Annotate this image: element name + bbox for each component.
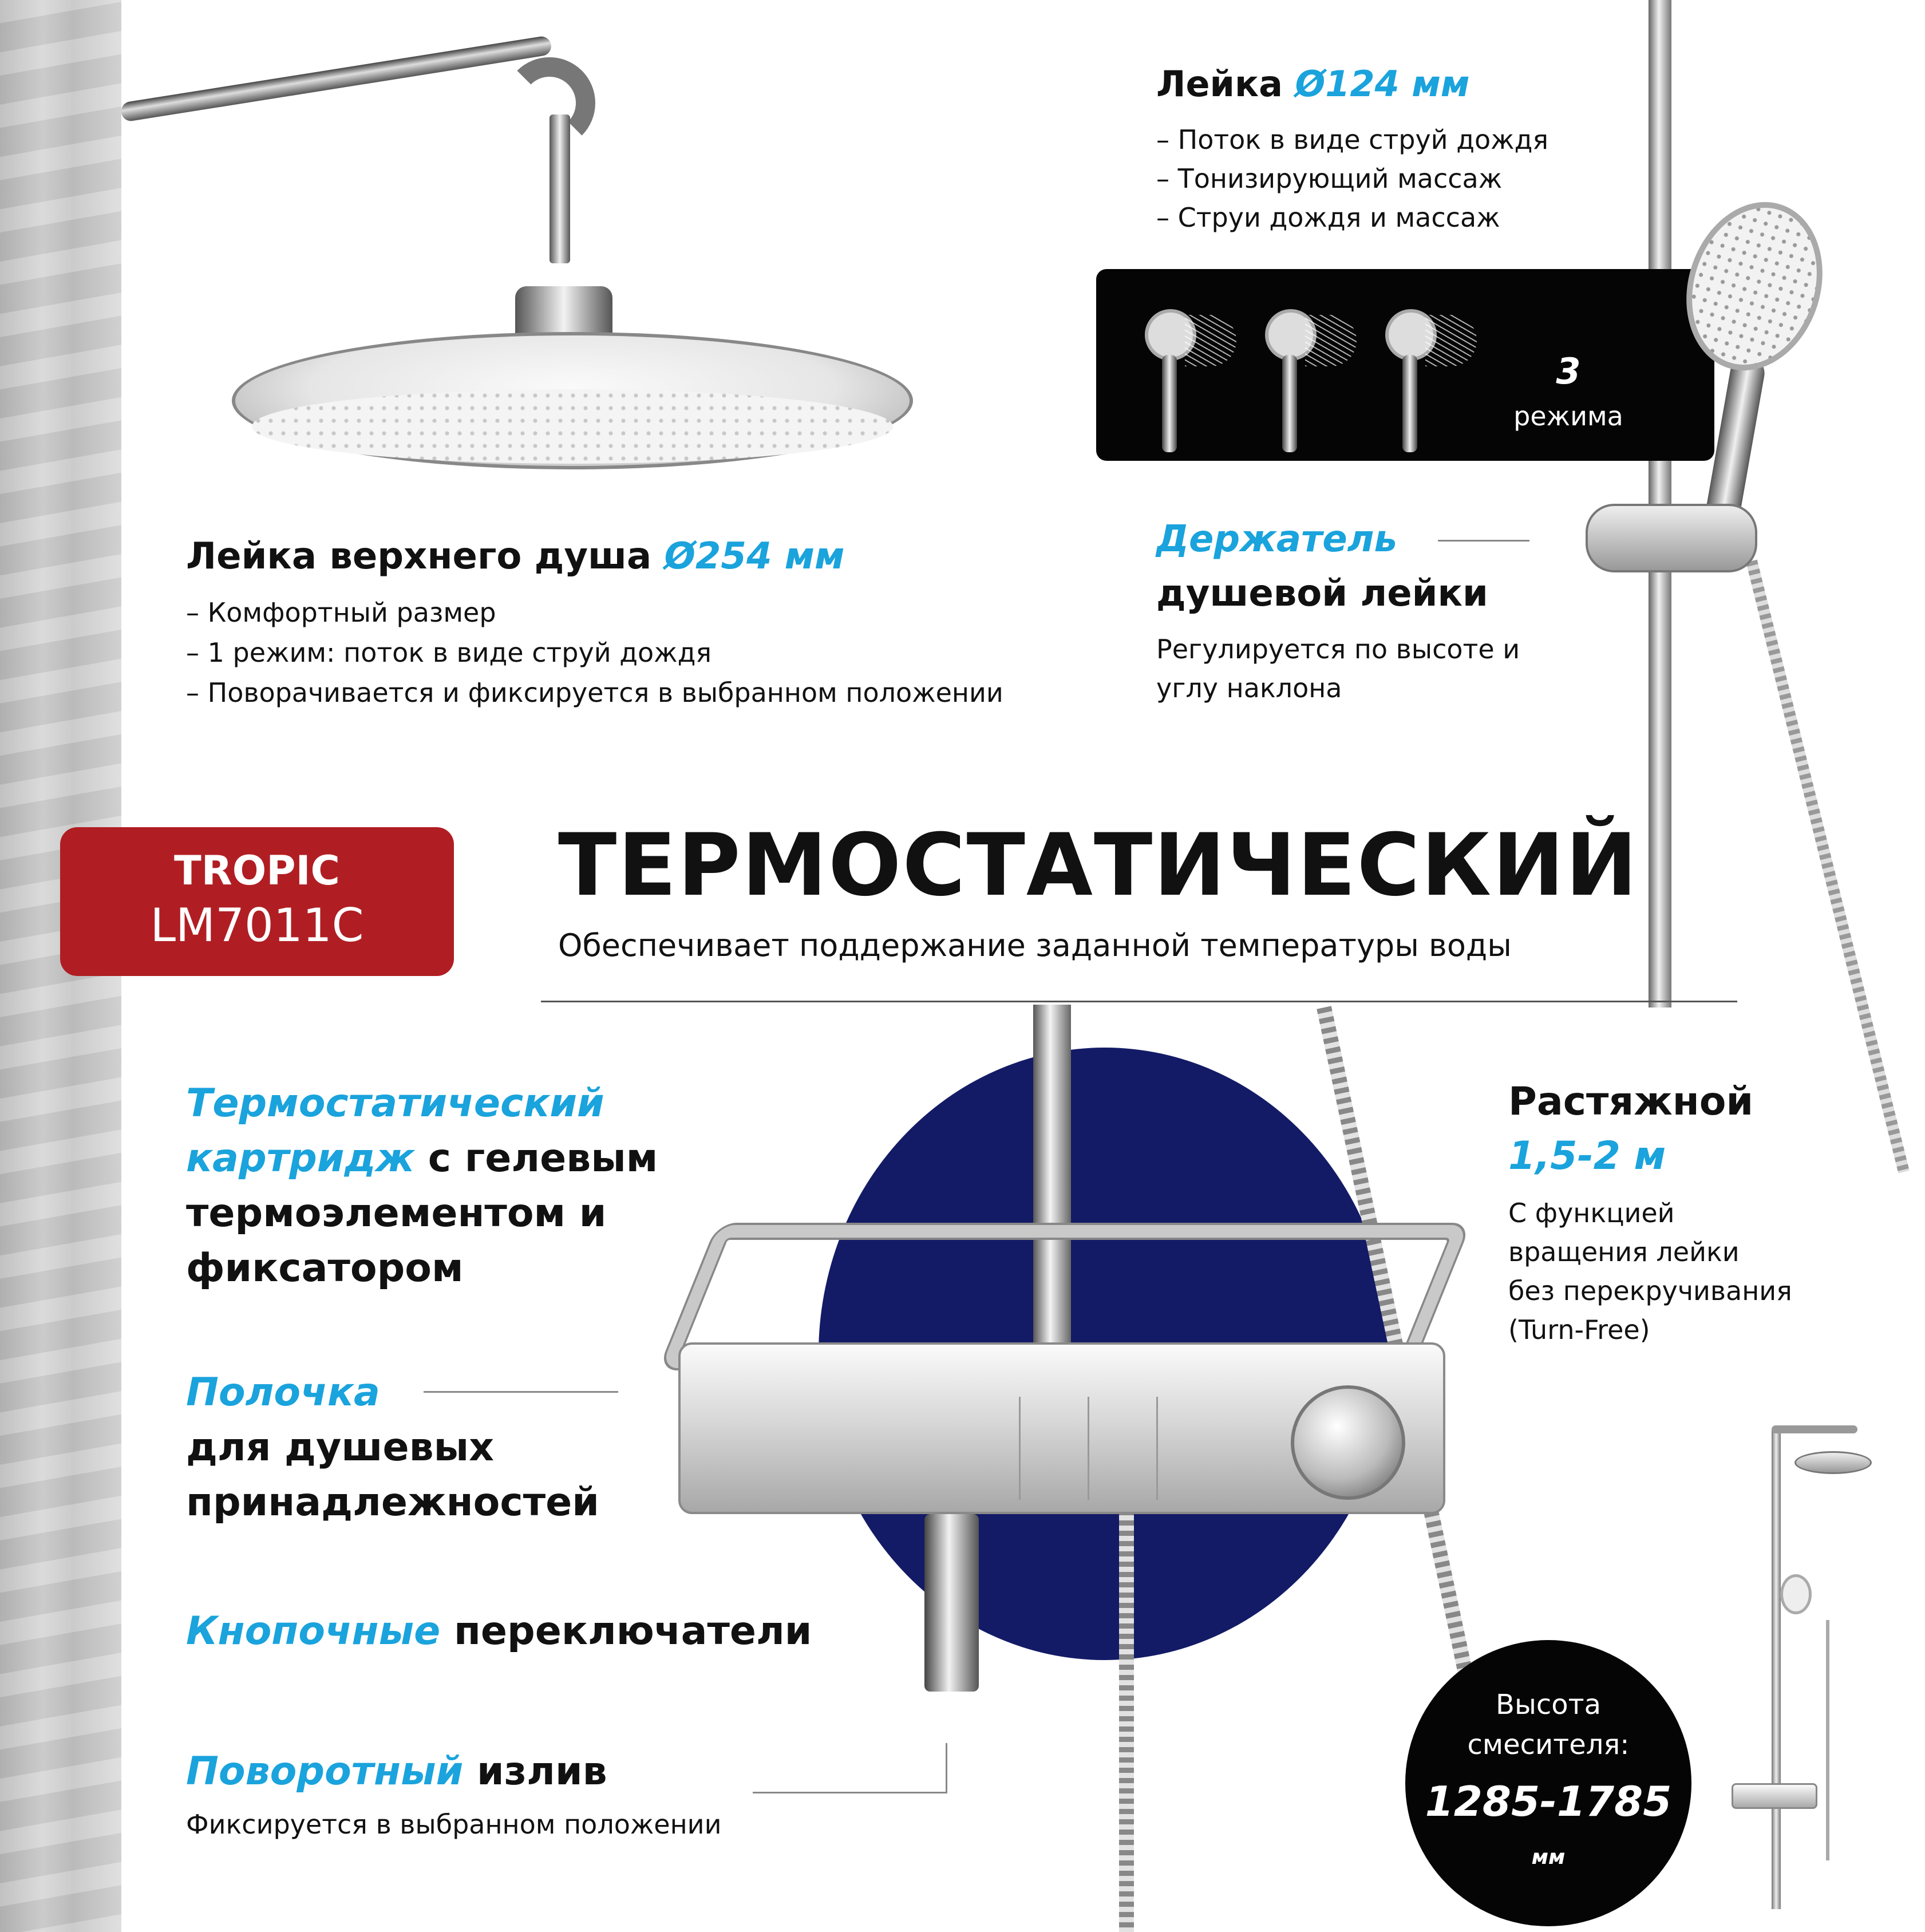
shower-holder-image: [1586, 504, 1757, 572]
cartridge-line4: фиксатором: [186, 1246, 464, 1291]
hose-description-line: без перекручивания: [1508, 1275, 1792, 1306]
overhead-shower-size: Ø254 мм: [664, 535, 845, 578]
product-brand: TROPIC: [174, 847, 340, 894]
cartridge-rest-line2: с гелевым: [414, 1136, 658, 1181]
hand-shower-feature: – Струи дождя и массаж: [1156, 202, 1500, 233]
product-badge: [60, 827, 454, 976]
mode-massage-icon: [1259, 309, 1339, 452]
cartridge-title: [186, 1076, 658, 1296]
rain-shower-connector: [515, 286, 612, 338]
hose-description: [1508, 1194, 1792, 1349]
overhead-shower-feature: – Поворачивается и фиксируется в выбранном положении: [186, 677, 1003, 708]
hose-title: Растяжной: [1508, 1079, 1754, 1124]
rain-shower-nozzle-face: [252, 389, 893, 464]
shelf-line2: для душевых: [186, 1425, 495, 1470]
height-value-row: [1405, 1777, 1691, 1874]
hand-shower-features: [1156, 120, 1548, 237]
overhead-shower-features: [186, 592, 1003, 713]
height-badge: [1405, 1640, 1691, 1926]
holder-title-rest: душевой лейки: [1156, 572, 1488, 615]
overhead-shower-feature: – Комфортный размер: [186, 597, 496, 628]
mini-product-arm: [1772, 1425, 1857, 1433]
rain-shower-arm: [120, 35, 552, 122]
mixer-button-3: [1156, 1397, 1225, 1500]
main-subtitle: Обеспечивает поддержание заданной температуры воды: [558, 927, 1512, 963]
holder-description-line: Регулируется по высоте и: [1156, 634, 1520, 665]
buttons-rest: переключатели: [440, 1609, 812, 1654]
hose-description-line: вращения лейки: [1508, 1236, 1740, 1267]
main-title: ТЕРМОСТАТИЧЕСКИЙ: [558, 816, 1639, 915]
mini-product-hose: [1826, 1620, 1829, 1860]
cartridge-line3: термоэлементом и: [186, 1191, 607, 1236]
hose-lower: [1119, 1500, 1134, 1932]
mixer-button-2: [1088, 1397, 1156, 1500]
hand-shower-size: Ø124 мм: [1295, 63, 1470, 105]
spout-pointer-vline: [946, 1743, 947, 1793]
buttons-accent: Кнопочные: [186, 1609, 441, 1654]
modes-count: 3: [1556, 350, 1581, 392]
shelf-line3: принадлежностей: [186, 1480, 599, 1525]
shelf-accent: Полочка: [186, 1370, 380, 1415]
holder-description: [1156, 630, 1520, 708]
overhead-shower-feature: – 1 режим: поток в виде струй дождя: [186, 637, 712, 668]
mixer-button-1: [1019, 1397, 1088, 1500]
hose-upper: [1746, 560, 1910, 1174]
mode-rain-icon: [1139, 309, 1219, 452]
shelf-pointer-line: [424, 1391, 618, 1393]
mini-product-hand-shower: [1780, 1574, 1812, 1614]
height-label-line1: Высота: [1496, 1689, 1601, 1721]
spout-pointer-line: [753, 1792, 947, 1793]
mini-product-rail: [1772, 1428, 1781, 1909]
spout-image: [924, 1514, 979, 1692]
hand-shower-feature: – Тонизирующий массаж: [1156, 163, 1503, 194]
product-model: LM7011C: [150, 899, 364, 952]
hose-description-line: (Turn-Free): [1508, 1314, 1650, 1345]
overhead-shower-title: [186, 535, 844, 578]
spout-accent: Поворотный: [186, 1749, 464, 1794]
mini-product-mixer: [1732, 1783, 1817, 1809]
spout-title: [186, 1749, 607, 1794]
modes-label: режима: [1513, 401, 1623, 432]
holder-pointer-line: [1438, 540, 1529, 542]
holder-title-accent: Держатель: [1156, 518, 1397, 560]
rain-shower-pipe: [550, 114, 570, 263]
thermostat-knob-image: [1291, 1385, 1405, 1500]
holder-description-line: углу наклона: [1156, 673, 1342, 704]
hand-shower-title: [1156, 63, 1470, 105]
mode-combined-icon: [1379, 309, 1460, 452]
cartridge-accent-line2: картридж: [186, 1136, 415, 1181]
overhead-shower-title-prefix: Лейка верхнего душа: [186, 535, 665, 578]
height-label-line2: смесителя:: [1467, 1729, 1630, 1761]
cartridge-line2: [186, 1131, 658, 1186]
spout-description: Фиксируется в выбранном положении: [186, 1809, 722, 1840]
headline-divider: [541, 1001, 1737, 1002]
hose-description-line: С функцией: [1508, 1198, 1675, 1228]
shelf-title: [186, 1365, 599, 1530]
spout-rest: излив: [463, 1749, 607, 1794]
hand-shower-feature: – Поток в виде струй дождя: [1156, 124, 1549, 155]
mini-product-rain-head: [1794, 1451, 1872, 1474]
buttons-title: [186, 1609, 812, 1654]
hose-length: 1,5-2 м: [1508, 1133, 1666, 1179]
height-unit: мм: [1531, 1846, 1566, 1869]
cartridge-accent-line1: Термостатический: [186, 1081, 604, 1126]
height-value: 1285-1785: [1425, 1777, 1672, 1826]
hand-shower-title-prefix: Лейка: [1156, 63, 1295, 105]
